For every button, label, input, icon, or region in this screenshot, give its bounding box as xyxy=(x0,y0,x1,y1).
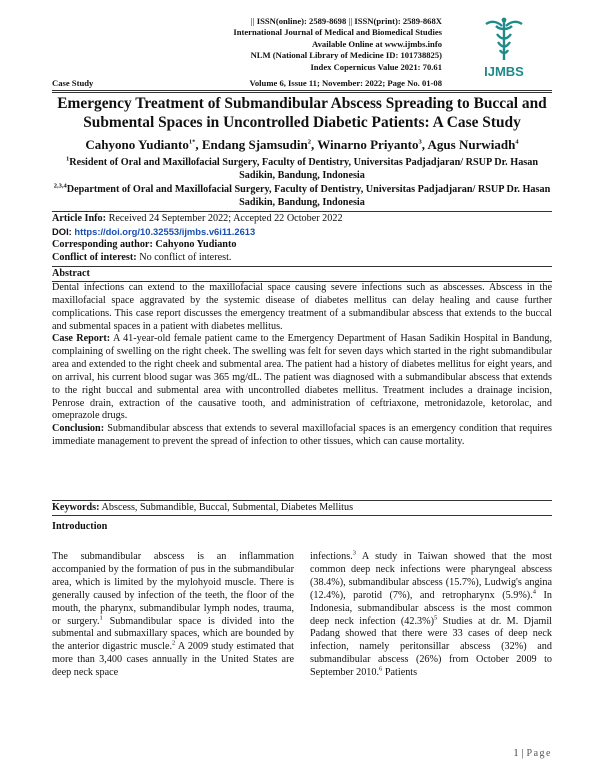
paper-title: Emergency Treatment of Submandibular Abscess Spreading to Buccal and Submental Spaces in Uncontrolled Diabetic Patients: A Case Study xyxy=(57,95,547,131)
article-info: Article Info: Received 24 September 2022; Accepted 22 October 2022 xyxy=(52,213,343,224)
page-label: Page xyxy=(526,748,552,759)
introduction-heading: Introduction xyxy=(52,521,108,532)
keywords: Keywords: Abscess, Submandible, Buccal, Submental, Diabetes Mellitus xyxy=(52,502,354,513)
abstract-case: Case Report: A 41-year-old female patient came to the Emergency Department of Hasan Sadikin Hospital in Bandung, complaining of swelling on the right cheek. The swelling was felt for seven days which started in the right submandibular area and extended to the right cheek and submental area. The patient had a history of diabetes mellitus for eight years, and on arrival, his current blood sugar was 365 mg/dL. The patient was diagnosed with a submandibular abscess that extends to the right buccal and submental area with uncontrolled diabetes mellitus. Treatment includes a drainage incision, Penrose drain, extraction of the causative tooth, and administration of ceftriaxone, metronidazole, ketorolac, and omeprazole drugs. xyxy=(52,333,552,422)
conflict-of-interest: Conflict of interest: No conflict of interest. xyxy=(52,252,232,263)
journal-name: International Journal of Medical and Biomedical Studies xyxy=(233,27,442,38)
intro-column-left xyxy=(52,551,294,680)
intro-paragraph-right: infections.$^3$ A study in Taiwan showed that the most common deep neck infections were pharyngeal abscess (38.4%), submandibular abscess (15.7%), Ludwig's angina (12.4%), parotid (7%), and retropharynx (5.9%).$^4$ In Indonesia, submandibular abscess is the most common deep neck infection $(42.3\%)^5$ Studies at dr. M. Djamil Padang showed that there were 33 cases of deep neck infection, namely peritonsillar abscess (32%) and submandibular abscess (26%) from October 2009 to September 2010.$^6$ Patients xyxy=(310,549,552,679)
abstract-conclusion: Conclusion: Submandibular abscess that extends to several maxillofacial spaces is an emergency condition that requires immediate management to prevent the spread of infection to other tissues, which can cause mortality. xyxy=(52,423,552,448)
affiliation-divider xyxy=(52,211,552,212)
affiliation-1: $^1$Resident of Oral and Maxillofacial Surgery, Faculty of Dentistry, Universitas Padjadjaran/ RSUP Dr. Hasan Sadikin, Bandung, Indonesia xyxy=(65,155,539,181)
page-footer: 1 | Page xyxy=(513,748,552,759)
affiliation-2: $^{2,3,4}$Department of Oral and Maxillofacial Surgery, Faculty of Dentistry, Universitas Padjadjaran/ RSUP Dr. Hasan Sadikin, Bandung, Indonesia xyxy=(53,182,551,208)
intro-paragraph-left: The submandibular abscess is an inflammation accompanied by the formation of pus in the submandibular area, which is limited by the mylohyoid muscle. There is generally caused by infection of the teeth, the floor of the mouth, the pharynx, submandibular lymph nodes, trauma, or surgery.$^1$ Submandibular space is divided into the submental and submaxillary spaces, which are bounded by the anterior digastric muscle.$^2$ A 2009 study estimated that more than 3,400 cases annually in the United States are deep neck space xyxy=(52,551,295,679)
page-number: 1 xyxy=(513,748,519,759)
abstract-body xyxy=(52,282,552,449)
intro-column-right xyxy=(310,551,552,680)
author-3[interactable]: Winarno Priyanto xyxy=(317,137,419,152)
header-divider-2 xyxy=(52,92,552,93)
abstract-heading: Abstract xyxy=(52,268,90,279)
journal-website[interactable]: Available Online at www.ijmbs.info xyxy=(312,38,442,49)
article-type: Case Study xyxy=(52,78,94,88)
header-divider xyxy=(52,90,552,91)
logo-text: IJMBS xyxy=(484,64,524,79)
corresponding-author: Corresponding author: Cahyono Yudianto xyxy=(52,239,237,250)
author-1[interactable]: Cahyono Yudianto xyxy=(85,137,189,152)
nlm-id: NLM (National Library of Medicine ID: 101738825) xyxy=(250,50,442,61)
index-copernicus: Index Copernicus Value 2021: 70.61 xyxy=(310,61,442,72)
doi-line: DOI: https://doi.org/10.32553/ijmbs.v6i11.2613 xyxy=(52,226,256,237)
author-list: Cahyono Yudianto$^{1*}$, Endang Sjamsudin$^2$, Winarno Priyanto$^3$, Agus Nurwiadh$^4$ xyxy=(85,137,519,152)
issn-online: ISSN(online): 2589-8698 xyxy=(256,16,347,26)
journal-header xyxy=(233,16,442,73)
abstract-intro: Dental infections can extend to the maxillofacial space causing severe infections such as abscesses. Abscess in the maxillofacial space aggravated by the systemic disease of diabetes mellitus can delay healing and cause further complications. This case report discusses the emergency treatment of a submandibular abscess that extends to the buccal and submental spaces in a patient with diabetes mellitus. xyxy=(52,282,552,332)
keywords-divider-bottom xyxy=(52,515,552,516)
issn-line: || ISSN(online): 2589-8698 || ISSN(print): 2589-868X xyxy=(250,16,442,26)
keywords-divider xyxy=(52,500,552,501)
ijmbs-logo xyxy=(456,16,552,80)
volume-issue: Volume 6, Issue 11; November: 2022; Page No. 01-08 xyxy=(249,78,442,88)
issn-print: ISSN(print): 2589-868X xyxy=(354,16,442,26)
author-2[interactable]: Endang Sjamsudin xyxy=(201,137,308,152)
doi-link[interactable]: https://doi.org/10.32553/ijmbs.v6i11.2613 xyxy=(74,226,256,237)
caduceus-icon xyxy=(486,20,522,60)
info-divider xyxy=(52,266,552,267)
author-4[interactable]: Agus Nurwiadh xyxy=(427,137,516,152)
